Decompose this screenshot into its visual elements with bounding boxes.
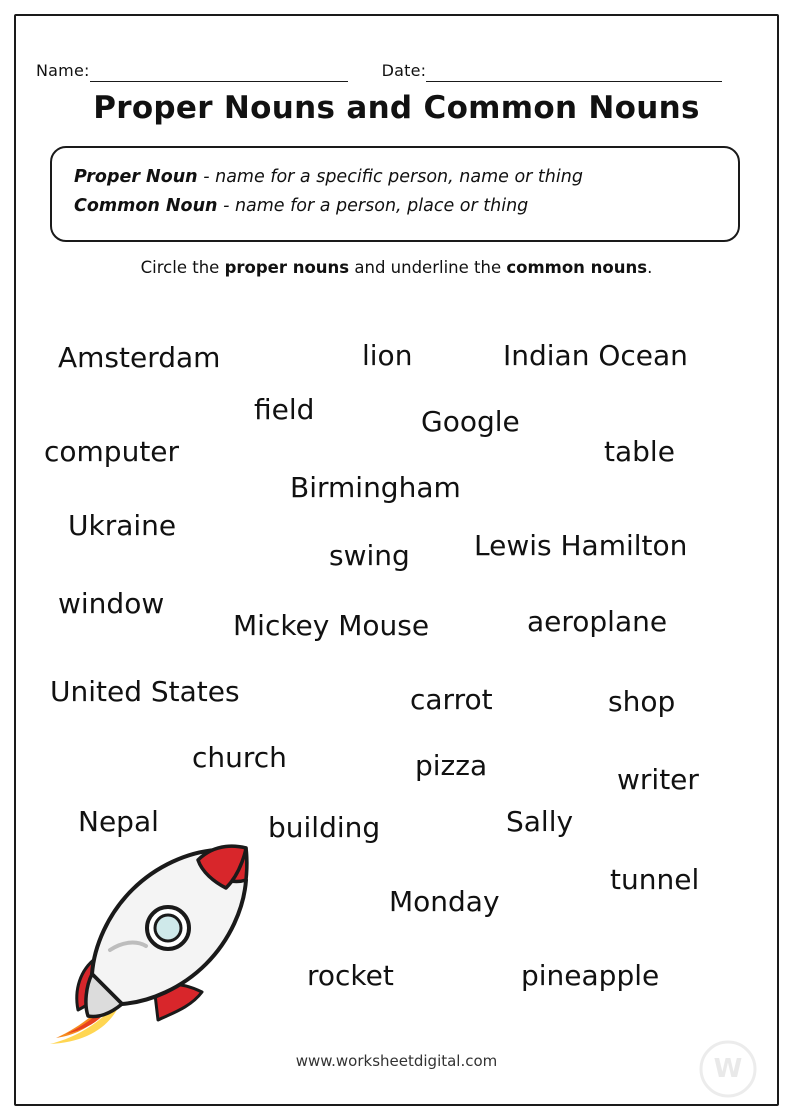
definition-term-common: Common Noun <box>74 196 218 216</box>
instruction-prefix: Circle the <box>140 258 225 277</box>
word-item[interactable]: tunnel <box>610 863 700 896</box>
watermark-logo <box>699 1040 757 1098</box>
date-label: Date: <box>381 61 427 80</box>
word-item[interactable]: writer <box>617 763 699 796</box>
word-item[interactable]: Ukraine <box>68 509 177 542</box>
word-item[interactable]: Mickey Mouse <box>233 609 430 642</box>
instruction-bold-proper: proper nouns <box>224 258 350 277</box>
word-item[interactable]: swing <box>329 539 410 572</box>
instruction-suffix: . <box>647 258 653 277</box>
word-item[interactable]: lion <box>362 339 413 372</box>
word-item[interactable]: computer <box>44 435 180 468</box>
word-item[interactable]: field <box>254 393 315 426</box>
word-item[interactable]: window <box>58 587 165 620</box>
word-item[interactable]: building <box>268 811 381 844</box>
definition-term-proper: Proper Noun <box>74 167 198 187</box>
instruction-middle: and underline the <box>349 258 507 277</box>
word-item[interactable]: Indian Ocean <box>503 339 688 372</box>
word-item[interactable]: United States <box>50 675 240 708</box>
word-item[interactable]: church <box>192 741 287 774</box>
word-item[interactable]: shop <box>608 685 676 718</box>
name-label: Name: <box>36 61 90 80</box>
word-item[interactable]: Monday <box>389 885 500 918</box>
instruction-bold-common: common nouns <box>506 258 648 277</box>
word-item[interactable]: pineapple <box>521 959 660 992</box>
rocket-illustration <box>48 838 258 1048</box>
page-title: Proper Nouns and Common Nouns <box>93 90 700 126</box>
watermark-letter: W <box>713 1054 743 1084</box>
word-item[interactable]: table <box>604 435 675 468</box>
word-item[interactable]: aeroplane <box>527 605 668 638</box>
word-item[interactable]: pizza <box>415 749 488 782</box>
word-item[interactable]: Google <box>421 405 520 438</box>
word-item[interactable]: Birmingham <box>290 471 461 504</box>
word-item[interactable]: carrot <box>410 683 493 716</box>
word-item[interactable]: Lewis Hamilton <box>474 529 688 562</box>
word-item[interactable]: rocket <box>307 959 394 992</box>
definition-text-proper: - name for a specific person, name or thing <box>197 167 583 187</box>
footer-url: www.worksheetdigital.com <box>295 1052 498 1070</box>
word-item[interactable]: Nepal <box>78 805 159 838</box>
word-item[interactable]: Sally <box>506 805 574 838</box>
word-item[interactable]: Amsterdam <box>58 341 221 374</box>
definition-text-common: - name for a person, place or thing <box>217 196 529 216</box>
